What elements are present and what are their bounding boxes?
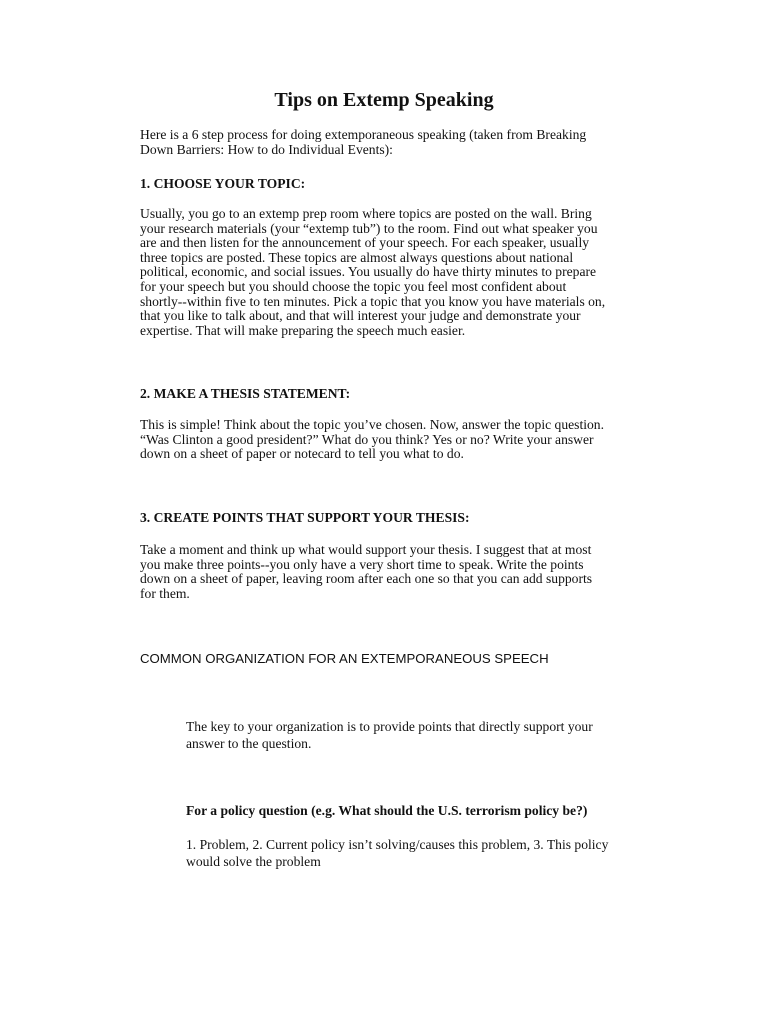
page-title: Tips on Extemp Speaking [274, 89, 494, 111]
policy-question-paragraph: 1. Problem, 2. Current policy isn’t solving/causes this problem, 3. This policy would solve the problem [186, 837, 609, 869]
organization-heading: COMMON ORGANIZATION FOR AN EXTEMPORANEOUS SPEECH [140, 651, 549, 666]
policy-question-heading: For a policy question (e.g. What should the U.S. terrorism policy be?) [186, 803, 588, 818]
step-2-heading: 2. MAKE A THESIS STATEMENT: [140, 386, 351, 401]
intro-paragraph: Here is a 6 step process for doing extemporaneous speaking (taken from Breaking Down Barriers: How to do Individual Events): [140, 127, 587, 157]
step-3-heading: 3. CREATE POINTS THAT SUPPORT YOUR THESIS: [140, 510, 470, 525]
step-2-paragraph: This is simple! Think about the topic you’ve chosen. Now, answer the topic question. “Was Clinton a good president?” What do you think? Yes or no? Write your answer down on a sheet of paper or notecard to tell you what to do. [140, 417, 604, 462]
step-1-paragraph: Usually, you go to an extemp prep room where topics are posted on the wall. Bring your research materials (your “extemp tub”) to the room. Find out what speaker you are and then listen for the announcement of your speech. For each speaker, usually three topics are posted. These topics are almost always questions about national political, economic, and social issues. You usually do have thirty minutes to prepare for your speech but you should choose the topic you feel most confident about shortly--within five to ten minutes. Pick a topic that you know you have materials on, that you like to talk about, and that will interest your judge and demonstrate your expertise. That will make preparing the speech much easier. [140, 206, 606, 338]
organization-key-paragraph: The key to your organization is to provide points that directly support your answer to the question. [186, 719, 593, 751]
step-1-heading: 1. CHOOSE YOUR TOPIC: [140, 176, 306, 191]
step-3-paragraph: Take a moment and think up what would support your thesis. I suggest that at most you make three points--you only have a very short time to speak. Write the points down on a sheet of paper, leaving room after each one so that you can add supports for them. [140, 542, 593, 601]
